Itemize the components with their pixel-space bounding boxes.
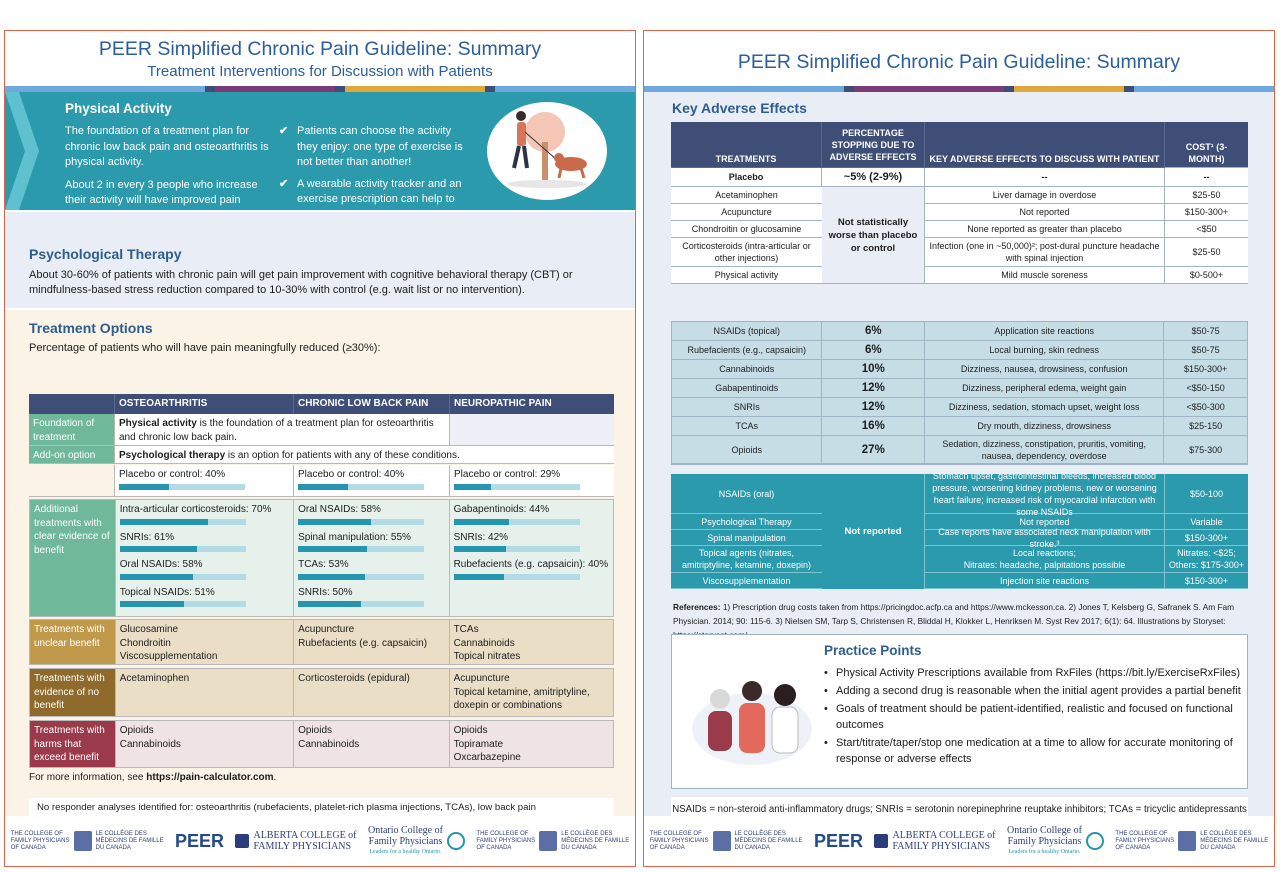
- stop-percentage: 27%: [822, 436, 925, 464]
- adverse-effect: Not reported: [925, 514, 1165, 530]
- check-icon: ✔: [279, 177, 289, 190]
- peer-logo: PEER: [813, 830, 864, 851]
- unclear-row: [29, 619, 614, 665]
- list-item: • Goals of treatment should be patient-identified, realistic and focused on functional outcomes: [824, 703, 1233, 731]
- psych-heading: Psychological Therapy: [29, 246, 182, 262]
- list-item: Topiramate: [453, 738, 504, 750]
- table-row: [925, 221, 1248, 238]
- cfpc-logo: THE COLLEGE OF FAMILY PHYSICIANS OF CANADA LE COLLÈGE DES MÉDECINS DE FAMILLE DU CANADA: [649, 830, 803, 851]
- treatment-label: Spinal manipulation: 55%: [298, 531, 411, 543]
- treatment-name: SNRIs: [672, 398, 822, 417]
- progress-fill: [454, 484, 491, 490]
- placebo-cell: Placebo or control: 40%: [294, 465, 450, 496]
- left-panel: [4, 30, 636, 867]
- group3-table: [671, 470, 1248, 589]
- treatment-label: SNRIs: 50%: [298, 586, 353, 598]
- treatment-label: Oral NSAIDs: 58%: [119, 559, 203, 570]
- adverse-effect: Not reported: [925, 204, 1165, 221]
- placebo-row: Placebo ~5% (2-9%) -- --: [671, 168, 1248, 187]
- table-row: [672, 379, 1247, 398]
- treatment-options-heading: Treatment Options: [29, 320, 153, 336]
- adverse-effect: Case reports have associated neck manipulation with stroke.³: [925, 530, 1165, 546]
- peer-logo: PEER: [174, 830, 225, 851]
- list-item: Topical ketamine, amitriptyline, doxepin or combinations: [453, 686, 590, 711]
- adverse-effects-heading: Key Adverse Effects: [672, 100, 807, 116]
- stop-percentage: 16%: [822, 417, 925, 436]
- progress-bar: [298, 546, 424, 552]
- progress-bar: [454, 546, 580, 552]
- progress-bar: [298, 601, 424, 607]
- progress-fill: [120, 546, 197, 552]
- cost: $50-75: [1164, 341, 1247, 360]
- list-cell: [116, 721, 294, 767]
- cost: <$50: [1165, 221, 1248, 238]
- table-row: [925, 238, 1248, 267]
- progress-bar: [120, 546, 246, 552]
- group1: [671, 187, 1248, 284]
- progress-fill: [298, 546, 367, 552]
- list-item: Cannabinoids: [298, 738, 360, 750]
- treatment-label: TCAs: 53%: [298, 559, 349, 570]
- table-row: [671, 474, 822, 514]
- table-row: [671, 187, 822, 204]
- cost: Variable: [1165, 514, 1248, 530]
- list-item: Chondroitin: [119, 637, 171, 649]
- table-row: [925, 546, 1248, 573]
- list-item: Acupuncture: [453, 673, 510, 684]
- adverse-effect: Dizziness, sedation, stomach upset, weight loss: [925, 398, 1164, 417]
- shield-icon: [713, 831, 731, 851]
- more-info: For more information, see https://pain-calculator.com.: [29, 772, 277, 783]
- list-cell: [116, 669, 294, 716]
- emblem-icon: [1086, 832, 1104, 850]
- row-label: Additional treatments with clear evidence of benefit: [30, 500, 116, 616]
- placebo-cell: Placebo or control: 29%: [450, 465, 614, 496]
- adverse-table: [671, 122, 1248, 284]
- treatment-label: SNRIs: 61%: [119, 531, 175, 543]
- table-row: [925, 187, 1248, 204]
- list-cell: [450, 721, 613, 767]
- treatment-name: Rubefacients (e.g., capsaicin): [672, 341, 822, 360]
- adverse-effect: Application site reactions: [925, 322, 1164, 341]
- treatment-label: Intra-articular corticosteroids: 70%: [119, 504, 272, 515]
- progress-fill: [454, 574, 504, 580]
- table-row: [672, 436, 1247, 464]
- list-cell: [294, 721, 449, 767]
- stop-percentage: 12%: [822, 379, 925, 398]
- cost: $25-50: [1165, 187, 1248, 204]
- pa-bullet-text: A wearable activity tracker and an exercise prescription can help to: [297, 177, 462, 205]
- table-row: [672, 398, 1247, 417]
- adverse-effect: Local burning, skin redness: [925, 341, 1164, 360]
- cost: $150-300+: [1165, 204, 1248, 221]
- progress-bar: [120, 601, 246, 607]
- table-row: [671, 238, 822, 267]
- table-header-row: [29, 394, 614, 414]
- dog-walker-illustration: [487, 102, 607, 200]
- list-item: • Physical Activity Prescriptions available from RxFiles (https://bit.ly/ExerciseRxFiles): [824, 667, 1241, 679]
- list-item: Opioids: [453, 725, 488, 736]
- cost: $150-300+: [1165, 530, 1248, 546]
- placebo-cell: Placebo or control: 40%: [115, 465, 294, 496]
- treatment-label: Oral NSAIDs: 58%: [298, 504, 381, 515]
- right-header: [644, 31, 1274, 74]
- group2-table: [671, 321, 1248, 465]
- right-title: PEER Simplified Chronic Pain Guideline: Summary: [737, 51, 1181, 73]
- adverse-effect: Dizziness, peripheral edema, weight gain: [925, 379, 1164, 398]
- treatment-name: TCAs: [672, 417, 822, 436]
- group3-percentage: Not reported: [822, 474, 925, 589]
- progress-bar: [119, 484, 245, 490]
- progress-bar: [298, 519, 424, 525]
- additional-cell: [294, 500, 449, 616]
- list-item: Viscosupplementation: [119, 651, 218, 662]
- table-row: [672, 417, 1247, 436]
- adverse-effect: Sedation, dizziness, constipation, pruritis, vomiting, nausea, dependency, overdose: [925, 436, 1164, 464]
- adverse-effect: None reported as greater than placebo: [925, 221, 1165, 238]
- healthcare-people-illustration: [690, 669, 815, 769]
- progress-fill: [454, 546, 507, 552]
- list-cell: [116, 620, 294, 664]
- list-item: Oxcarbazepine: [453, 752, 521, 763]
- row-label: Add-on option: [29, 446, 115, 463]
- progress-fill: [120, 519, 208, 525]
- adverse-effect: Injection site reactions: [925, 573, 1165, 589]
- list-cell: [294, 620, 449, 664]
- progress-bar: [120, 519, 246, 525]
- additional-cell: [116, 500, 294, 616]
- no-responder-note: No responder analyses identified for: osteoarthritis (rubefacients, platelet-rich plasma injections, TCAs), low back pain: [29, 798, 614, 833]
- shield-icon: [1178, 831, 1196, 851]
- chevron-decoration: [5, 92, 49, 210]
- emblem-icon: [447, 832, 465, 850]
- adverse-effect: Stomach upset, gastrointestinal bleeds, increased blood pressure, worsening kidney problems, new or worsening heart failure; increased risk of myocardial infarction with some NSAIDs: [925, 474, 1165, 514]
- treatment-label: SNRIs: 42%: [453, 531, 509, 543]
- treatment-name: Corticosteroids (intra-articular or other injections): [671, 238, 822, 267]
- table-row: [925, 267, 1248, 284]
- adverse-effect: Dry mouth, dizziness, drowsiness: [925, 417, 1164, 436]
- list-item: Acupuncture: [298, 624, 355, 635]
- progress-bar: [454, 484, 580, 490]
- cost: <$50-150: [1164, 379, 1247, 398]
- acfp-logo: ALBERTA COLLEGE of FAMILY PHYSICIANS: [874, 830, 995, 852]
- shield-icon: [539, 831, 557, 851]
- cost: $50-100: [1165, 474, 1248, 514]
- cost: $75-300: [1164, 436, 1247, 464]
- treatment-options-section: [5, 310, 636, 865]
- cost: $25-150: [1164, 417, 1247, 436]
- additional-row: [29, 499, 614, 617]
- list-item: Corticosteroids (epidural): [298, 673, 410, 684]
- column-header: PERCENTAGE STOPPING DUE TO ADVERSE EFFECTS: [822, 122, 925, 168]
- treatment-name: Cannabinoids: [672, 360, 822, 379]
- progress-bar: [454, 574, 580, 580]
- list-cell: [450, 669, 613, 716]
- adverse-effect: Liver damage in overdose: [925, 187, 1165, 204]
- row-label: Treatments with evidence of no benefit: [30, 669, 116, 716]
- table-row: [672, 341, 1247, 360]
- progress-fill: [120, 601, 184, 607]
- table-row: [671, 204, 822, 221]
- stop-percentage: 10%: [822, 360, 925, 379]
- list-item: Cannabinoids: [453, 637, 515, 649]
- left-title: PEER Simplified Chronic Pain Guideline: Summary: [98, 38, 542, 60]
- treatment-name: Topical agents (nitrates, amitriptyline, ketamine, doxepin): [671, 546, 822, 573]
- psychological-therapy-section: [5, 212, 636, 308]
- table-row: [925, 470, 1248, 517]
- progress-fill: [454, 519, 509, 525]
- table-row: [672, 322, 1247, 341]
- list-item: Opioids: [298, 725, 332, 736]
- stop-percentage: 12%: [822, 398, 925, 417]
- logos-footer: [644, 816, 1274, 866]
- cost: $0-500+: [1165, 267, 1248, 284]
- row-label: Foundation of treatment: [29, 414, 115, 445]
- treatment-label: Topical NSAIDs: 51%: [119, 586, 215, 598]
- psych-text: About 30-60% of patients with chronic pain will get pain improvement with cognitive behavioral therapy (CBT) or mindfulness-based stress reduction compared to 10-30% with control (e.g. wait list or no intervention).: [29, 269, 573, 296]
- leaf-icon: [874, 834, 888, 848]
- foundation-text: Physical activity is the foundation of a treatment plan for osteoarthritis and chronic low back pain.: [115, 414, 450, 445]
- physical-activity-heading: Physical Activity: [65, 101, 172, 116]
- cfpc-logo: THE COLLEGE OF FAMILY PHYSICIANS OF CANADA LE COLLÈGE DES MÉDECINS DE FAMILLE DU CANADA: [476, 830, 630, 851]
- foundation-row: [29, 414, 614, 446]
- cost: $25-50: [1165, 238, 1248, 267]
- cfpc-logo: THE COLLEGE OF FAMILY PHYSICIANS OF CANADA LE COLLÈGE DES MÉDECINS DE FAMILLE DU CANADA: [1115, 830, 1269, 851]
- pain-calculator-link[interactable]: https://pain-calculator.com: [146, 772, 274, 783]
- key-adverse-effects-section: [644, 92, 1275, 818]
- harm-row: [29, 720, 614, 768]
- table-row: [925, 573, 1248, 589]
- abbreviations: NSAIDs = non-steroid anti-inflammatory drugs; SNRIs = serotonin norepinephrine reuptake inhibitors; TCAs = tricyclic antidepressants: [671, 797, 1248, 823]
- progress-fill: [298, 484, 348, 490]
- treatment-name: Acetaminophen: [671, 187, 822, 204]
- treatment-name: NSAIDs (topical): [672, 322, 822, 341]
- ocfp-logo: Ontario College of Family Physicians Leaders for a healthy Ontario.: [1007, 825, 1104, 858]
- treatment-name: Psychological Therapy: [671, 514, 822, 530]
- cost: $150-300+: [1164, 360, 1247, 379]
- group1-percentage: Not statistically worse than placebo or control: [822, 187, 925, 284]
- row-label: Treatments with unclear benefit: [30, 620, 116, 664]
- references: References: 1) Prescription drug costs taken from https://pricingdoc.acfp.ca and https://www.mckesson.ca. 2) Jones T, Kelsberg G, Safranek S. Am Fam Physician. 2014; 90: 115-6. 3) Nielsen SM, Tarp S, Christensen R, Bliddal H, Klokker L, Henriksen M. Syst Rev 2017; 6(1): 64. Illustrations by Storyset:: [673, 602, 1235, 626]
- acfp-logo: ALBERTA COLLEGE of FAMILY PHYSICIANS: [235, 830, 356, 852]
- pa-text: The foundation of a treatment plan for chronic low back pain and osteoarthritis is physical activity.: [65, 125, 269, 168]
- treatment-label: Rubefacients (e.g. capsaicin): 40%: [453, 559, 609, 570]
- adverse-effect: Mild muscle soreness: [925, 267, 1165, 284]
- progress-fill: [120, 574, 193, 580]
- cost: <$50-300: [1164, 398, 1247, 417]
- additional-cell: [450, 500, 613, 616]
- progress-bar: [298, 484, 424, 490]
- ocfp-logo: Ontario College of Family Physicians Leaders for a healthy Ontario.: [368, 825, 465, 858]
- logos-footer: [5, 816, 635, 866]
- list-item: Cannabinoids: [119, 738, 181, 750]
- table-row: [671, 573, 822, 589]
- right-panel: [643, 30, 1275, 867]
- practice-points-list: [824, 665, 1244, 769]
- list-item: Rubefacients (e.g. capsaicin): [298, 637, 428, 649]
- treatment-name: Chondroitin or glucosamine: [671, 221, 822, 238]
- list-cell: [450, 620, 613, 664]
- no-benefit-row: [29, 668, 614, 717]
- practice-points-box: [671, 634, 1248, 789]
- adverse-effect: Local reactions; Nitrates: headache, palpitations possible: [925, 546, 1165, 573]
- list-item: TCAs: [453, 624, 479, 635]
- list-item: • Start/titrate/taper/stop one medication at a time to allow for accurate monitoring of response or adverse effects: [824, 737, 1233, 765]
- list-item: • Adding a second drug is reasonable when the initial agent provides a partial benefit: [824, 685, 1241, 697]
- table-row: [671, 221, 822, 238]
- column-header: COST¹ (3-MONTH): [1165, 122, 1248, 168]
- treatment-name: Spinal manipulation: [671, 530, 822, 546]
- progress-fill: [298, 601, 361, 607]
- adverse-effect: Infection (one in ~50,000)²; post-dural puncture headache with spinal injection: [925, 238, 1165, 267]
- table-row: [671, 267, 822, 284]
- left-subtitle: Treatment Interventions for Discussion with Patients: [147, 63, 493, 80]
- left-header: [5, 31, 635, 80]
- treatment-label: Gabapentinoids: 44%: [453, 504, 550, 515]
- progress-fill: [298, 519, 371, 525]
- check-icon: ✔: [279, 125, 289, 137]
- stop-percentage: 6%: [822, 322, 925, 341]
- treatment-name: Gabapentinoids: [672, 379, 822, 398]
- treatment-name: Acupuncture: [671, 204, 822, 221]
- pa-bullet: [279, 124, 474, 171]
- adverse-effect: Dizziness, nausea, drowsiness, confusion: [925, 360, 1164, 379]
- list-item: Glucosamine: [119, 624, 179, 635]
- treatment-name: Viscosupplementation: [671, 573, 822, 589]
- treatment-name: Physical activity: [671, 267, 822, 284]
- placebo-row: [29, 465, 614, 497]
- progress-fill: [119, 484, 169, 490]
- physical-activity-section: [5, 92, 636, 210]
- column-header: NEUROPATHIC PAIN: [454, 398, 552, 409]
- row-label: Treatments with harms that exceed benefit: [30, 721, 116, 767]
- leaf-icon: [235, 834, 249, 848]
- table-row: [925, 204, 1248, 221]
- treatment-name: Opioids: [672, 436, 822, 464]
- pa-bullet-text: Patients can choose the activity they enjoy: one type of exercise is not better than another!: [297, 125, 463, 168]
- column-header: TREATMENTS: [671, 122, 822, 168]
- pa-text: About 2 in every 3 people who increase their activity will have improved pain: [65, 178, 258, 206]
- table-row: [925, 526, 1248, 549]
- stop-percentage: 6%: [822, 341, 925, 360]
- column-header: OSTEOARTHRITIS: [115, 394, 294, 414]
- table-row: [671, 546, 822, 573]
- progress-bar: [298, 574, 424, 580]
- column-header: CHRONIC LOW BACK PAIN: [294, 394, 450, 414]
- shield-icon: [74, 831, 92, 851]
- list-item: Acetaminophen: [119, 673, 190, 684]
- practice-points-heading: Practice Points: [824, 643, 922, 658]
- table-row: [671, 514, 822, 530]
- cost: $50-75: [1164, 322, 1247, 341]
- table-row: [672, 360, 1247, 379]
- list-item: Opioids: [119, 725, 154, 736]
- cost: Nitrates: <$25; Others: $175-300+: [1165, 546, 1248, 573]
- table-row: [671, 530, 822, 546]
- list-item: Topical nitrates: [453, 651, 521, 662]
- progress-bar: [120, 574, 246, 580]
- progress-bar: [454, 519, 580, 525]
- progress-fill: [298, 574, 365, 580]
- cost: $150-300+: [1165, 573, 1248, 589]
- list-cell: [294, 669, 449, 716]
- addon-text: Psychological therapy is an option for patients with any of these conditions.: [119, 450, 460, 461]
- cfpc-logo: THE COLLEGE OF FAMILY PHYSICIANS OF CANADA LE COLLÈGE DES MÉDECINS DE FAMILLE DU CANADA: [10, 830, 164, 851]
- treatment-options-subtitle: Percentage of patients who will have pain meaningfully reduced (≥30%):: [29, 342, 381, 354]
- treatment-name: NSAIDs (oral): [671, 474, 822, 514]
- addon-row: [29, 446, 614, 464]
- adverse-header-row: [671, 122, 1248, 168]
- column-header: KEY ADVERSE EFFECTS TO DISCUSS WITH PATIENT: [925, 122, 1165, 168]
